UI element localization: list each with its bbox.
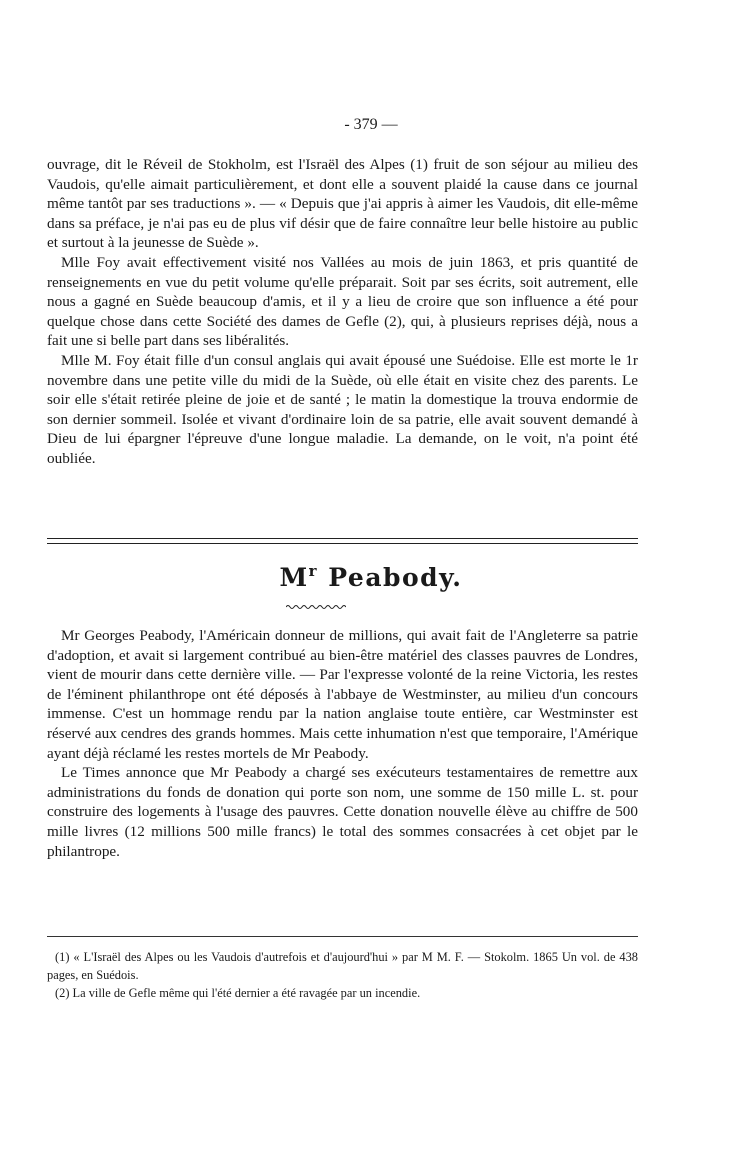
- paragraph: Mr Georges Peabody, l'Américain donneur de millions, qui avait fait de l'Angleterre sa patrie d'adoption, et avait si largement contribué au bien-être matériel des classes pauvres de Londres, vient de mourir dans cette dernière ville. — Par l'expresse volonté de la reine Victoria, les restes de l'éminent philanthrope ont été déposés à l'abbaye de Westminster, au milieu d'un concours immense. C'est un hommage rendu par la nation anglaise toute entière, car Westminster est réservé aux cendres des grands hommes. Mais cette inhumation n'est que temporaire, l'Amérique ayant déjà réclamé les restes mortels de Mr Peabody.: [47, 627, 638, 762]
- section-title: [0, 562, 742, 592]
- paragraph: Mlle Foy avait effectivement visité nos Vallées au mois de juin 1863, et pris quantité de renseignements en vue du petit volume qu'elle préparait. Soit par ses écrits, soit autrement, elle nous a gagné en Suède beaucoup d'amis, et il y a lieu de croire que son influence a été pour quelque chose dans cette Société des dames de Gefle (2), qui, à plusieurs reprises déjà, nous a fait une si belle part dans ses libéralités.: [47, 253, 638, 350]
- footnote: (1) « L'Israël des Alpes ou les Vaudois d'autrefois et d'aujourd'hui » par M M. F. — Stokolm. 1865 Un vol. de 438 pages, en Suédois.: [47, 950, 638, 982]
- footnote-divider: [47, 936, 638, 937]
- paragraph: Le Times annonce que Mr Peabody a chargé ses exécuteurs testamentaires de remettre aux administrations du fonds de donation qui porte son nom, une somme de 150 mille L. st. pour construire des logements à l'usage des pauvres. Cette donation nouvelle élève au chiffre de 500 mille livres (12 millions 500 mille francs) le total des sommes consacrées à cet objet par le philantrope.: [47, 764, 638, 860]
- footnotes: [47, 948, 638, 1002]
- page-number: - 379 —: [344, 116, 398, 133]
- section-divider: [47, 538, 638, 544]
- section-body: [47, 626, 638, 861]
- section-title-superscript: r: [308, 562, 319, 580]
- section-title-prefix: M: [279, 563, 309, 592]
- paragraph: ouvrage, dit le Réveil de Stokholm, est l'Israël des Alpes (1) fruit de son séjour au milieu des Vaudois, qu'elle aimait particulièrement, et dont elle a souvent plaidé la cause dans ce journal même tantôt par ses traductions ». — « Depuis que j'ai appris à aimer les Vaudois, dit elle-même dans sa préface, je n'ai pas eu de plus vif désir que de faire connaître leur belle histoire au public et surtout à la jeunesse de Suède ».: [47, 156, 638, 252]
- footnote: (2) La ville de Gefle même qui l'été dernier a été ravagée par un incendie.: [55, 986, 421, 1000]
- section-title-name: Peabody.: [318, 563, 463, 592]
- paragraph: Mlle M. Foy était fille d'un consul anglais qui avait épousé une Suédoise. Elle est morte le 1r novembre dans une petite ville du midi de la Suède, où elle était en visite chez des parents. Le soir elle s'était retirée pleine de joie et de santé ; le matin la domestique la trouva endormie de son dernier sommeil. Isolée et vivant d'ordinaire loin de sa patrie, elle avait souvent demandé à Dieu de lui épargner l'épreuve d'une longue maladie. La demande, on le voit, n'a point été oubliée.: [47, 351, 638, 467]
- intro-text: [47, 155, 638, 469]
- wavy-ornament: [286, 604, 346, 610]
